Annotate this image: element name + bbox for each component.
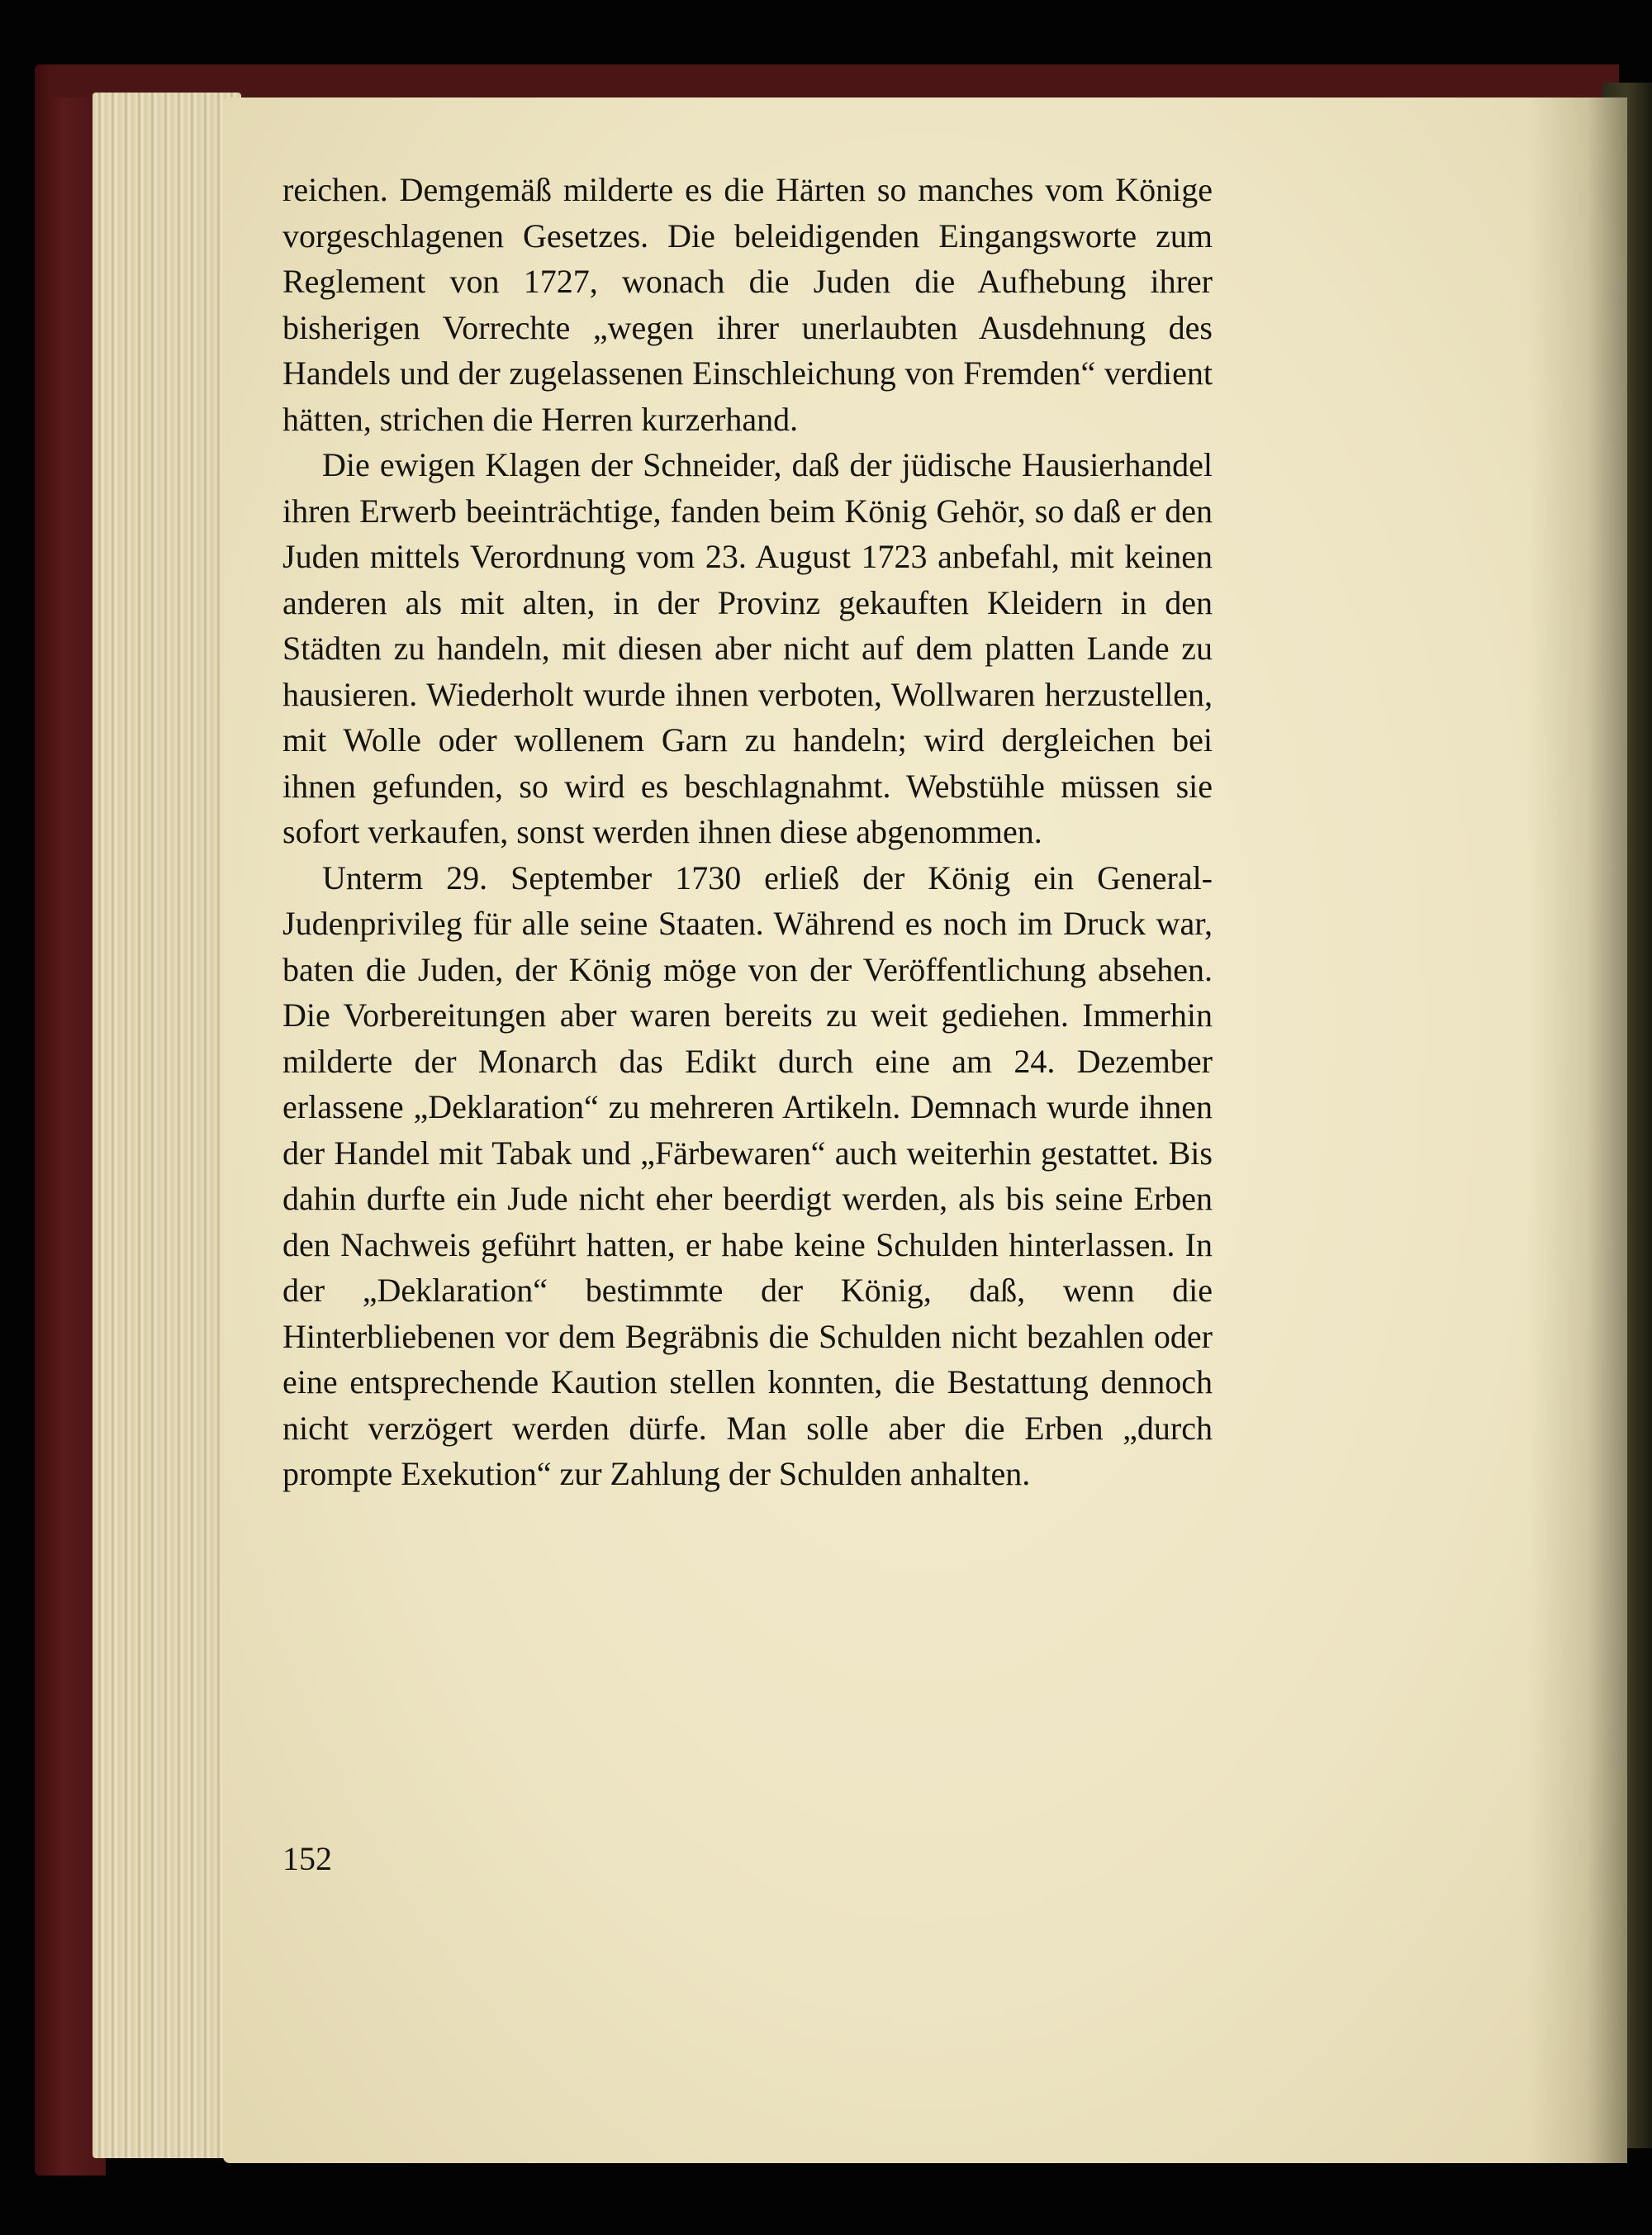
page-number: 152 [282,1840,332,1877]
body-text [282,167,1213,1497]
book-cover-top [50,64,1619,97]
page-edges [93,93,241,2158]
paragraph-3: Unterm 29. September 1730 erließ der König ein General-Judenprivileg für alle seine Staaten. Während es noch im Druck war, baten die Juden, der König möge von der Veröffentlichung absehen. Die Vorbereitungen aber waren bereits zu weit gediehen. Immerhin milderte der Monarch das Edikt durch eine am 24. Dezember erlassene „Deklaration“ zu mehreren Artikeln. Demnach wurde ihnen der Handel mit Tabak und „Färbewaren“ auch weiterhin gestattet. Bis dahin durfte ein Jude nicht eher beerdigt werden, als bis seine Erben den Nachweis geführt hatten, er habe keine Schulden hinterlassen. In der „Deklaration“ bestimmte der König, daß, wenn die Hinterbliebenen vor dem Begräbnis die Schulden nicht bezahlen oder eine entsprechende Kaution stellen konnten, die Bestattung dennoch nicht verzögert werden dürfe. Man solle aber die Erben „durch prompte Exekution“ zur Zahlung der Schulden anhalten. [282,858,1213,1492]
paragraph-2: Die ewigen Klagen der Schneider, daß der jüdische Hausierhandel ihren Erwerb beeinträchtige, fanden beim König Gehör, so daß er den Juden mittels Verordnung vom 23. August 1723 anbefahl, mit keinen anderen als mit alten, in der Provinz gekauften Kleidern in den Städten zu handeln, mit diesen aber nicht auf dem platten Lande zu hausieren. Wiederholt wurde ihnen verboten, Wollwaren herzustellen, mit Wolle oder wollenem Garn zu handeln; wird dergleichen bei ihnen gefunden, so wird es beschlagnahmt. Webstühle müssen sie sofort verkaufen, sonst werden ihnen diese abgenommen. [282,446,1213,850]
paragraph-1: reichen. Demgemäß milderte es die Härten so manches vom Könige vorgeschlagenen Gesetzes. Die beleidigenden Eingangsworte zum Reglement von 1727, wonach die Juden die Aufhebung ihrer bisherigen Vorrechte „wegen ihrer unerlaubten Ausdehnung des Handels und der zugelassenen Einschleichung von Fremden“ verdient hätten, strichen die Herren kurzerhand. [282,171,1213,438]
gutter-shadow [1528,97,1627,2163]
